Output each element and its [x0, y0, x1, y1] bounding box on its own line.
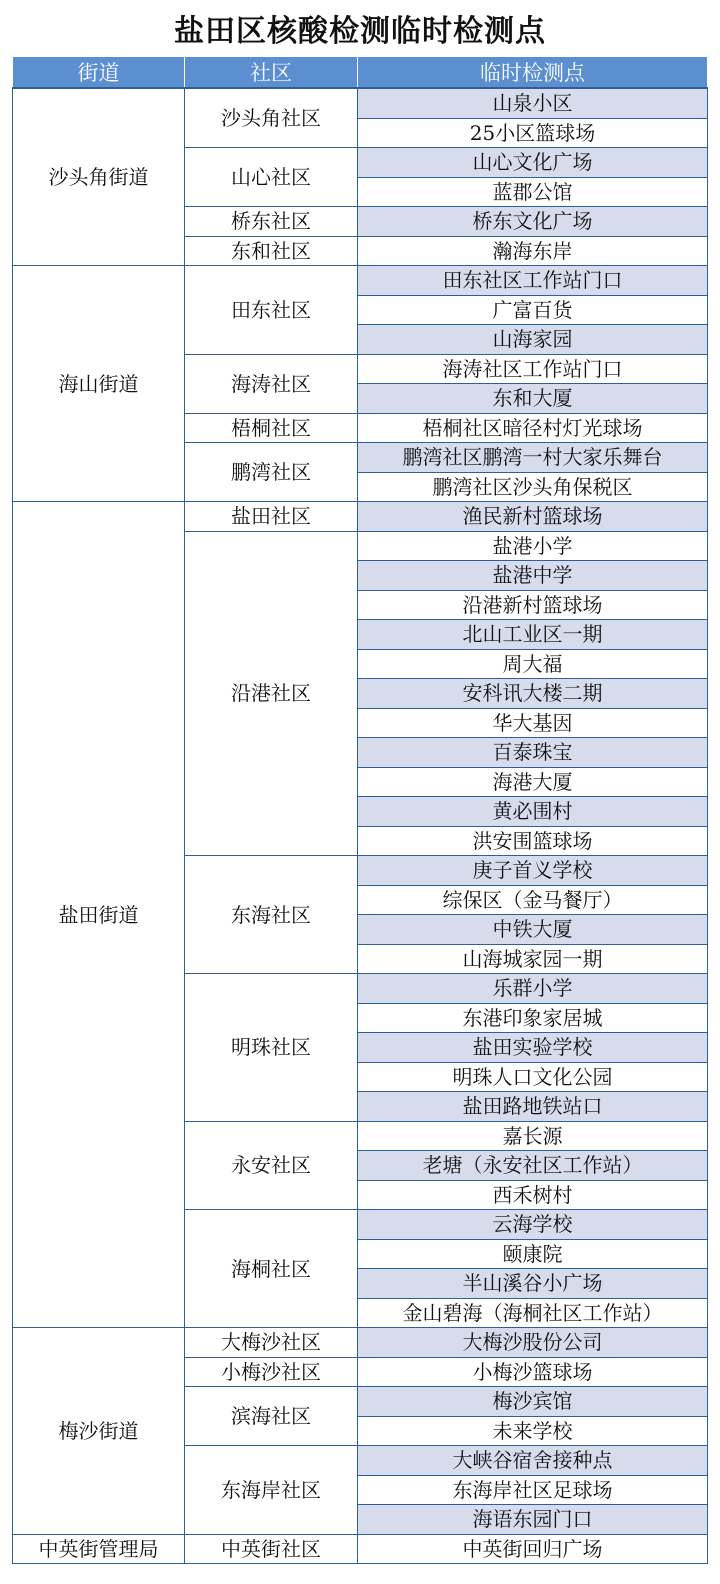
- community-cell: 东海社区: [185, 856, 358, 974]
- testing-site-cell: 中铁大厦: [358, 915, 708, 945]
- testing-site-cell: 金山碧海（海桐社区工作站）: [358, 1298, 708, 1328]
- testing-site-cell: 盐港中学: [358, 561, 708, 591]
- testing-site-cell: 东港印象家居城: [358, 1003, 708, 1033]
- testing-site-cell: 云海学校: [358, 1210, 708, 1240]
- header-testing-site: 临时检测点: [358, 57, 708, 89]
- testing-site-cell: 东海岸社区足球场: [358, 1475, 708, 1505]
- testing-site-cell: 安科讯大楼二期: [358, 679, 708, 709]
- street-cell: 梅沙街道: [13, 1328, 185, 1535]
- table-row: [13, 266, 708, 296]
- testing-site-cell: 蓝郡公馆: [358, 177, 708, 207]
- community-cell: 田东社区: [185, 266, 358, 355]
- testing-site-cell: 老塘（永安社区工作站）: [358, 1151, 708, 1181]
- testing-site-cell: 小梅沙篮球场: [358, 1357, 708, 1387]
- community-cell: 滨海社区: [185, 1387, 358, 1446]
- community-cell: 永安社区: [185, 1121, 358, 1210]
- community-cell: 明珠社区: [185, 974, 358, 1122]
- community-cell: 东海岸社区: [185, 1446, 358, 1535]
- table-row: [13, 1328, 708, 1358]
- testing-site-cell: 西禾树村: [358, 1180, 708, 1210]
- testing-site-cell: 瀚海东岸: [358, 236, 708, 266]
- community-cell: 东和社区: [185, 236, 358, 266]
- community-cell: 山心社区: [185, 148, 358, 207]
- testing-site-cell: 桥东文化广场: [358, 207, 708, 237]
- testing-site-cell: 盐田路地铁站口: [358, 1092, 708, 1122]
- testing-site-cell: 梅沙宾馆: [358, 1387, 708, 1417]
- header-street: 街道: [13, 57, 185, 89]
- community-cell: 盐田社区: [185, 502, 358, 532]
- testing-site-cell: 山海城家园一期: [358, 944, 708, 974]
- testing-site-cell: 海语东园门口: [358, 1505, 708, 1535]
- testing-site-cell: 周大福: [358, 649, 708, 679]
- testing-site-cell: 大峡谷宿舍接种点: [358, 1446, 708, 1476]
- header-community: 社区: [185, 57, 358, 89]
- document-title: 盐田区核酸检测临时检测点: [174, 14, 546, 49]
- testing-site-cell: 沿港新村篮球场: [358, 590, 708, 620]
- testing-site-cell: 未来学校: [358, 1416, 708, 1446]
- street-cell: 中英街管理局: [13, 1534, 185, 1564]
- community-cell: 桥东社区: [185, 207, 358, 237]
- testing-site-cell: 综保区（金马餐厅）: [358, 885, 708, 915]
- testing-site-cell: 盐港小学: [358, 531, 708, 561]
- community-cell: 沿港社区: [185, 531, 358, 856]
- testing-site-cell: 北山工业区一期: [358, 620, 708, 650]
- testing-site-cell: 梧桐社区暗径村灯光球场: [358, 413, 708, 443]
- testing-site-cell: 鹏湾社区沙头角保税区: [358, 472, 708, 502]
- testing-site-cell: 百泰珠宝: [358, 738, 708, 768]
- testing-site-cell: 广富百货: [358, 295, 708, 325]
- testing-site-cell: 乐群小学: [358, 974, 708, 1004]
- community-cell: 大梅沙社区: [185, 1328, 358, 1358]
- testing-site-cell: 中英街回归广场: [358, 1534, 708, 1564]
- community-cell: 梧桐社区: [185, 413, 358, 443]
- street-cell: 盐田街道: [13, 502, 185, 1328]
- community-cell: 海涛社区: [185, 354, 358, 413]
- community-cell: 鹏湾社区: [185, 443, 358, 502]
- testing-site-cell: 明珠人口文化公园: [358, 1062, 708, 1092]
- testing-site-cell: 鹏湾社区鹏湾一村大家乐舞台: [358, 443, 708, 473]
- testing-site-cell: 盐田实验学校: [358, 1033, 708, 1063]
- community-cell: 海桐社区: [185, 1210, 358, 1328]
- testing-sites-table: [12, 56, 708, 1564]
- testing-site-cell: 渔民新村篮球场: [358, 502, 708, 532]
- community-cell: 沙头角社区: [185, 88, 358, 148]
- table-row: [13, 502, 708, 532]
- testing-site-cell: 嘉长源: [358, 1121, 708, 1151]
- testing-site-cell: 山海家园: [358, 325, 708, 355]
- testing-site-cell: 山泉小区: [358, 88, 708, 118]
- table-header-row: [13, 57, 708, 89]
- testing-site-cell: 东和大厦: [358, 384, 708, 414]
- testing-site-cell: 山心文化广场: [358, 148, 708, 178]
- table-body: [13, 88, 708, 1564]
- testing-site-cell: 洪安围篮球场: [358, 826, 708, 856]
- testing-site-cell: 颐康院: [358, 1239, 708, 1269]
- testing-site-cell: 海涛社区工作站门口: [358, 354, 708, 384]
- testing-site-cell: 田东社区工作站门口: [358, 266, 708, 296]
- street-cell: 沙头角街道: [13, 88, 185, 266]
- community-cell: 小梅沙社区: [185, 1357, 358, 1387]
- testing-site-cell: 大梅沙股份公司: [358, 1328, 708, 1358]
- testing-site-cell: 华大基因: [358, 708, 708, 738]
- testing-site-cell: 庚子首义学校: [358, 856, 708, 886]
- table-row: [13, 1534, 708, 1564]
- testing-site-cell: 半山溪谷小广场: [358, 1269, 708, 1299]
- testing-site-cell: 黄必围村: [358, 797, 708, 827]
- table-row: [13, 88, 708, 118]
- testing-site-cell: 海港大厦: [358, 767, 708, 797]
- testing-site-cell: 25小区篮球场: [358, 118, 708, 148]
- street-cell: 海山街道: [13, 266, 185, 502]
- community-cell: 中英街社区: [185, 1534, 358, 1564]
